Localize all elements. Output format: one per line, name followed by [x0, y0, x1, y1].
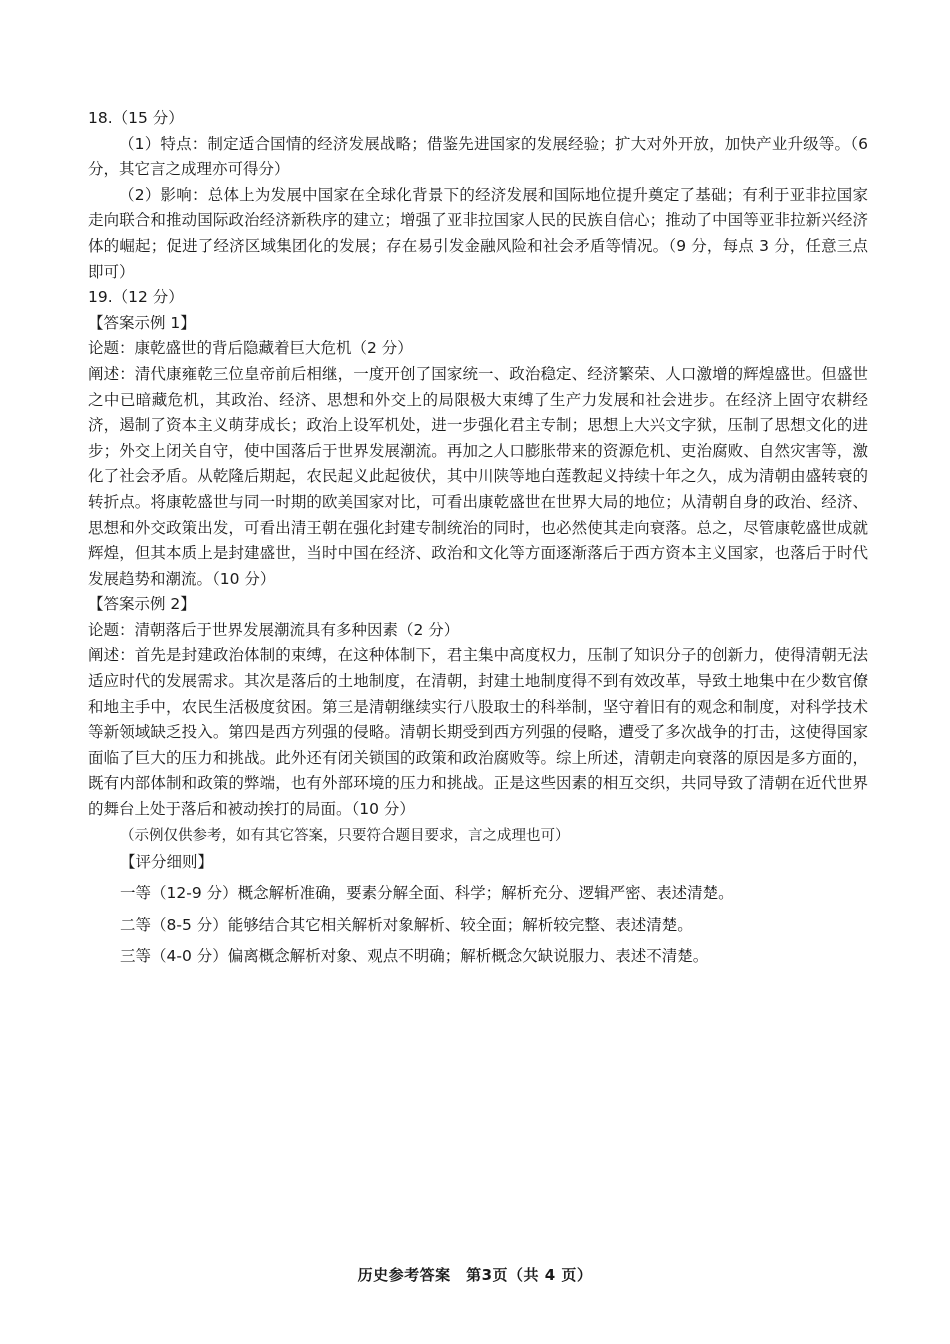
answer-content: [88, 106, 868, 970]
rubric-level-1: 一等（12-9 分）概念解析准确，要素分解全面、科学；解析充分、逻辑严密、表述清楚。: [120, 884, 734, 903]
rubric-level-3: 三等（4-0 分）偏离概念解析对象、观点不明确；解析概念欠缺说服力、表述不清楚。: [120, 947, 709, 966]
example2-label: 【答案示例 2】: [88, 595, 196, 614]
q18-heading: 18.（15 分）: [88, 109, 184, 127]
page-footer: 历史参考答案 第3页（共 4 页）: [357, 1266, 593, 1284]
example1-thesis: 论题：康乾盛世的背后隐藏着巨大危机（2 分）: [88, 339, 413, 358]
example2-thesis: 论题：清朝落后于世界发展潮流具有多种因素（2 分）: [88, 620, 460, 639]
rubric-title: 【评分细则】: [120, 852, 214, 871]
q19-heading: 19.（12 分）: [88, 288, 184, 307]
rubric-level-2: 二等（8-5 分）能够结合其它相关解析对象解析、较全面；解析较完整、表述清楚。: [120, 915, 693, 934]
example1-label: 【答案示例 1】: [88, 313, 196, 332]
example1-body: 阐述：清代康雍乾三位皇帝前后相继，一度开创了国家统一、政治稳定、经济繁荣、人口激增的辉煌盛世。但盛世之中已暗藏危机，其政治、经济、思想和外交上的局限极大束缚了生产力发展和社会进步。在经济上固守农耕经济，遏制了资本主义萌芽成长；政治上设军机处，进一步强化君主专制；思想上大兴文字狱，压制了思想文化的进步；外交上闭关自守，使中国落后于世界发展潮流。再加之人口膨胀带来的资源危机、吏治腐败、自然灾害等，激化了社会矛盾。从乾隆后期起，农民起义此起彼伏，其中川陕等地白莲教起义持续十年之久，成为清朝由盛转衰的转折点。将康乾盛世与同一时期的欧美国家对比，可看出康乾盛世在世界大局的地位；从清朝自身的政治、经济、思想和外交政策出发，可看出清王朝在强化封建专制统治的同时，也必然使其走向衰落。总之，尽管康乾盛世成就辉煌，但其本质上是封建盛世，当时中国在经济、政治和文化等方面逐渐落后于西方资本主义国家，也落后于时代发展趋势和潮流。（10 分）: [88, 364, 868, 588]
q18-part1: （1）特点：制定适合国情的经济发展战略；借鉴先进国家的发展经验；扩大对外开放，加快产业升级等。（6 分，其它言之成理亦可得分）: [88, 134, 868, 179]
example2-body: 阐述：首先是封建政治体制的束缚，在这种体制下，君主集中高度权力，压制了知识分子的创新力，使得清朝无法适应时代的发展需求。其次是落后的土地制度，在清朝，封建土地制度得不到有效改革，导致土地集中在少数官僚和地主手中，农民生活极度贫困。第三是清朝继续实行八股取士的科举制，坚守着旧有的观念和制度，对科学技术等新领域缺乏投入。第四是西方列强的侵略。清朝长期受到西方列强的侵略，遭受了多次战争的打击，这使得国家面临了巨大的压力和挑战。此外还有闭关锁国的政策和政治腐败等。综上所述，清朝走向衰落的原因是多方面的，既有内部体制和政策的弊端，也有外部环境的压力和挑战。正是这些因素的相互交织，共同导致了清朝在近代世界的舞台上处于落后和被动挨打的局面。（10 分）: [88, 646, 868, 819]
reference-note: （示例仅供参考，如有其它答案，只要符合题目要求，言之成理也可）: [120, 827, 570, 844]
q18-part2: （2）影响：总体上为发展中国家在全球化背景下的经济发展和国际地位提升奠定了基础；有利于亚非拉国家走向联合和推动国际政治经济新秩序的建立；增强了亚非拉国家人民的民族自信心；推动了中国等亚非拉新兴经济体的崛起；促进了经济区域集团化的发展；存在易引发金融风险和社会矛盾等情况。（9 分，每点 3 分，任意三点即可）: [88, 185, 868, 281]
